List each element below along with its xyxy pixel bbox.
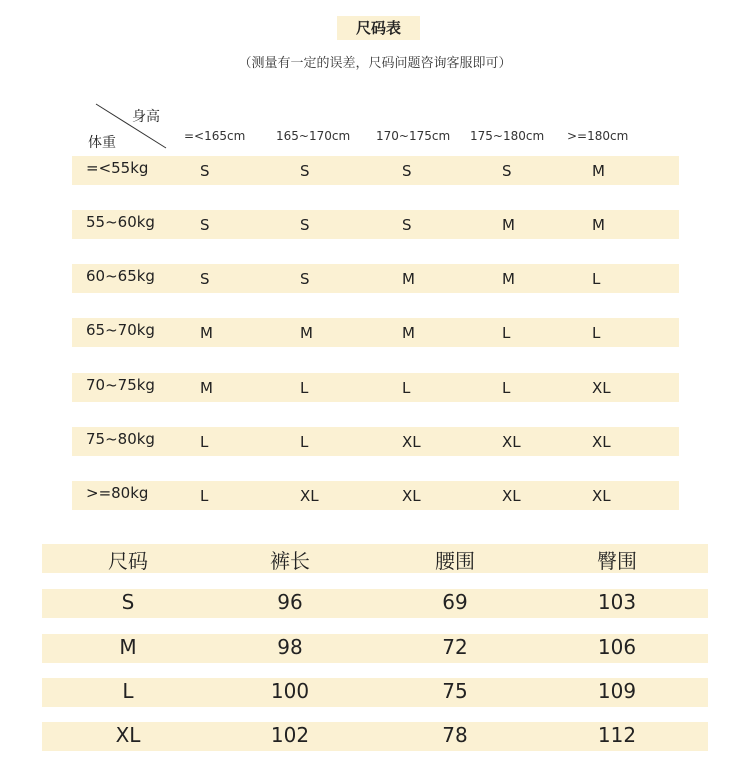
size-cell: XL (402, 487, 421, 505)
size-cell: XL (592, 379, 611, 397)
size-cell: S (402, 216, 412, 234)
measurement-cell: 78 (442, 723, 468, 747)
height-header: 175~180cm (470, 129, 545, 143)
size-cell: L (300, 379, 309, 397)
measurement-header: 裤长 (270, 549, 310, 573)
measurement-cell: 75 (442, 679, 468, 703)
table-row (72, 264, 679, 293)
measurement-cell: S (121, 590, 135, 614)
size-cell: M (200, 379, 213, 397)
measurement-header: 腰围 (435, 549, 475, 573)
size-cell: L (502, 324, 511, 342)
size-cell: S (200, 270, 210, 288)
table-corner-header (86, 100, 176, 152)
height-header: 165~170cm (276, 129, 351, 143)
size-cell: L (200, 487, 209, 505)
size-cell: S (300, 162, 310, 180)
table-row (72, 481, 679, 510)
measurement-header: 尺码 (108, 549, 148, 573)
measurement-cell: 96 (277, 590, 303, 614)
table-row (72, 156, 679, 185)
weight-label: 65~70kg (86, 321, 155, 339)
measurement-cell: 112 (597, 723, 637, 747)
weight-label: 60~65kg (86, 267, 155, 285)
height-axis-label: 身高 (132, 109, 160, 125)
size-cell: M (200, 324, 213, 342)
size-cell: M (592, 216, 605, 234)
measurement-cell: L (122, 679, 134, 703)
height-header: 170~175cm (376, 129, 451, 143)
weight-axis-label: 体重 (88, 135, 116, 151)
size-cell: L (592, 324, 601, 342)
weight-label: 70~75kg (86, 376, 155, 394)
size-cell: S (300, 270, 310, 288)
height-header: =<165cm (184, 129, 246, 143)
size-cell: L (592, 270, 601, 288)
measurement-cell: 102 (270, 723, 310, 747)
size-cell: L (200, 433, 209, 451)
size-cell: L (502, 379, 511, 397)
size-cell: XL (402, 433, 421, 451)
weight-label: 75~80kg (86, 430, 155, 448)
measurement-cell: 109 (597, 679, 637, 703)
height-header: >=180cm (567, 129, 629, 143)
measurement-header: 臀围 (597, 549, 637, 573)
weight-label: >=80kg (86, 484, 149, 502)
size-cell: S (502, 162, 512, 180)
table-row (72, 427, 679, 456)
table-row (72, 210, 679, 239)
measurement-cell: 69 (442, 590, 468, 614)
weight-label: =<55kg (86, 159, 149, 177)
size-cell: S (200, 216, 210, 234)
size-cell: XL (502, 433, 521, 451)
size-cell: XL (592, 433, 611, 451)
size-cell: S (300, 216, 310, 234)
measurement-cell: 106 (597, 635, 637, 659)
size-cell: M (502, 216, 515, 234)
measurement-cell: 103 (597, 590, 637, 614)
table-row (72, 373, 679, 402)
size-cell: M (592, 162, 605, 180)
size-cell: M (402, 270, 415, 288)
size-cell: S (200, 162, 210, 180)
measurement-cell: M (119, 635, 137, 659)
size-cell: M (402, 324, 415, 342)
size-cell: M (300, 324, 313, 342)
size-cell: XL (592, 487, 611, 505)
size-cell: XL (300, 487, 319, 505)
page-title: 尺码表 (337, 16, 420, 40)
size-cell: XL (502, 487, 521, 505)
measurement-cell: 100 (270, 679, 310, 703)
size-cell: L (300, 433, 309, 451)
page-subtitle: （测量有一定的误差，尺码问题咨询客服即可） (238, 56, 512, 71)
size-cell: M (502, 270, 515, 288)
measurement-cell: XL (115, 723, 141, 747)
size-cell: L (402, 379, 411, 397)
table-row (72, 318, 679, 347)
size-cell: S (402, 162, 412, 180)
measurement-cell: 72 (442, 635, 468, 659)
weight-label: 55~60kg (86, 213, 155, 231)
measurement-cell: 98 (277, 635, 303, 659)
